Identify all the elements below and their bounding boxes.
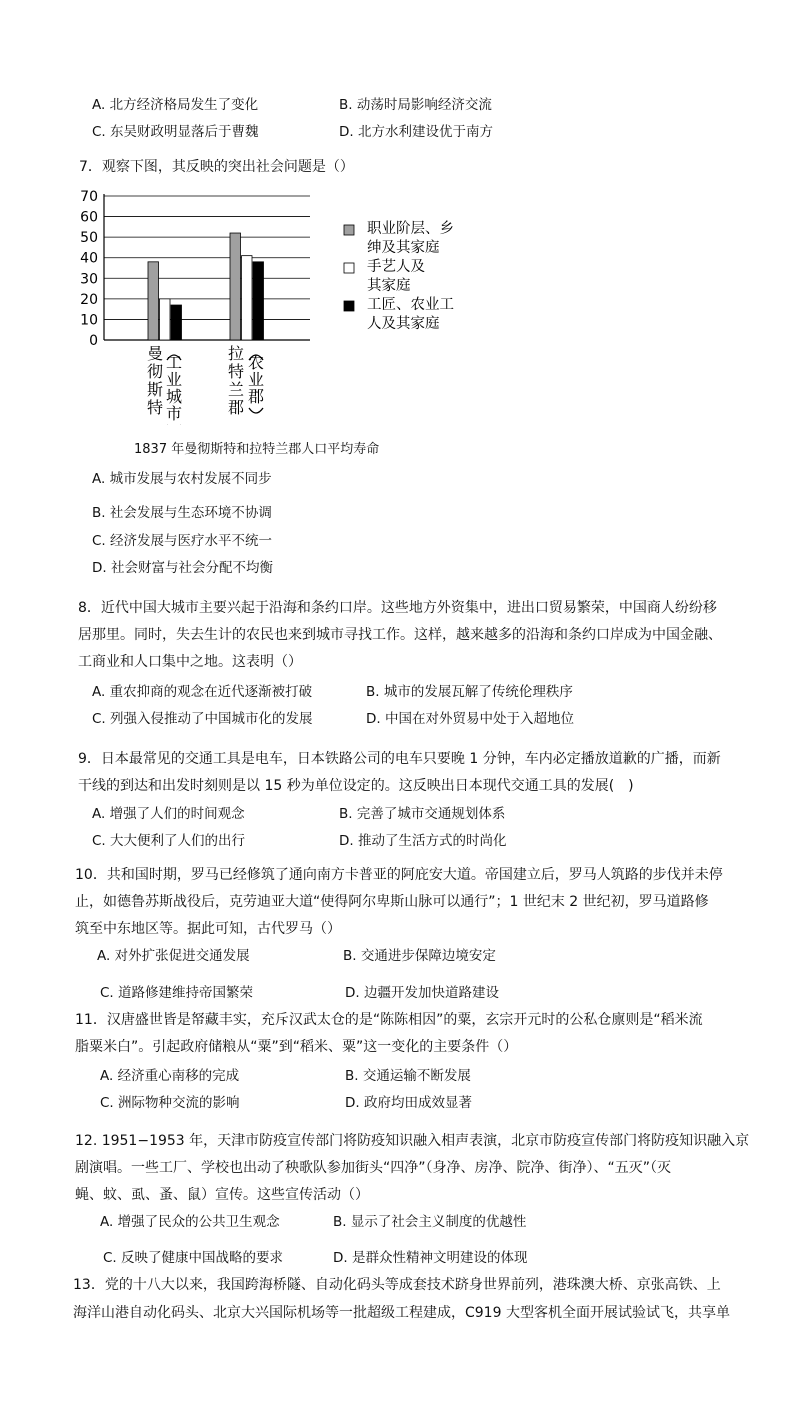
q10-option-a: A. 对外扩张促进交通发展 (97, 948, 250, 964)
bar (253, 262, 264, 340)
q7-option-d: D. 社会财富与社会分配不均衡 (92, 560, 273, 576)
q10-option-d: D. 边疆开发加快道路建设 (345, 985, 499, 1001)
q12-option-d: D. 是群众性精神文明建设的体现 (333, 1250, 528, 1266)
q12-option-a: A. 增强了民众的公共卫生观念 (100, 1214, 280, 1230)
q12-option-b: B. 显示了社会主义制度的优越性 (333, 1214, 527, 1230)
q11-option-a: A. 经济重心南移的完成 (100, 1068, 240, 1084)
legend-label: 其家庭 (367, 278, 411, 294)
q8-stem-line-3: 工商业和人口集中之地。这表明（） (78, 654, 302, 670)
q8-option-d: D. 中国在对外贸易中处于入超地位 (366, 711, 574, 727)
category-label-industrial-city: 业 (165, 370, 183, 389)
y-tick-label: 10 (80, 312, 98, 329)
category-label-agricultural-county: 郡 (247, 387, 265, 406)
legend-label: 绅及其家庭 (367, 240, 440, 256)
q9-option-c: C. 大大便利了人们的出行 (92, 833, 246, 849)
category-label-manchester: 彻 (146, 362, 164, 381)
y-tick-label: 60 (80, 209, 98, 226)
q8-stem-line-1: 8．近代中国大城市主要兴起于沿海和条约口岸。这些地方外资集中，进出口贸易繁荣，中国商人纷纷移 (78, 600, 717, 616)
category-label-manchester: 曼 (146, 344, 164, 363)
q6-option-a: A. 北方经济格局发生了变化 (92, 97, 259, 113)
legend-swatch (344, 263, 354, 273)
q9-option-b: B. 完善了城市交通规划体系 (339, 806, 506, 822)
y-tick-label: 30 (80, 271, 98, 288)
category-label-industrial-city: 市 (165, 404, 183, 423)
q9-option-a: A. 增强了人们的时间观念 (92, 806, 245, 822)
q6-option-b: B. 动荡时局影响经济交流 (339, 97, 492, 113)
q10-stem-line-1: 10．共和国时期，罗马已经修筑了通向南方卡普亚的阿庇安大道。帝国建立后，罗马人筑路的步伐并未停 (75, 867, 723, 883)
legend-label: 人及其家庭 (367, 316, 440, 332)
y-tick-label: 50 (80, 230, 98, 247)
q7-option-a: A. 城市发展与农村发展不同步 (92, 471, 272, 487)
q13-stem-line-1: 13．党的十八大以来，我国跨海桥隧、自动化码头等成套技术跻身世界前列，港珠澳大桥、京张高铁、上 (73, 1277, 721, 1293)
q7-option-b: B. 社会发展与生态环境不协调 (92, 505, 272, 521)
q7-stem: 7．观察下图，其反映的突出社会问题是（） (79, 159, 354, 175)
q12-stem-line-3: 蝇、蚊、虱、蚤、鼠）宣传。这些宣传活动（） (75, 1187, 369, 1203)
category-label-agricultural-county-close-paren (249, 408, 263, 413)
category-label-agricultural-county: 农 (247, 353, 265, 372)
q6-option-d: D. 北方水利建设优于南方 (339, 124, 493, 140)
y-tick-label: 0 (89, 333, 98, 349)
q8-option-b: B. 城市的发展瓦解了传统伦理秩序 (366, 684, 573, 700)
legend-label: 职业阶层、乡 (367, 221, 454, 237)
y-tick-label: 40 (80, 250, 98, 267)
q12-option-c: C. 反映了健康中国战略的要求 (103, 1250, 284, 1266)
q10-stem-line-2: 止，如德鲁苏斯战役后，克劳迪亚大道“使得阿尔卑斯山脉可以通行”；1 世纪末 2 世纪初，罗马道路修 (75, 894, 709, 910)
category-label-rutland: 拉 (227, 344, 245, 363)
life-expectancy-bar-chart (60, 185, 480, 425)
q9-stem-line-1: 9．日本最常见的交通工具是电车，日本铁路公司的电车只要晚 1 分钟，车内必定播放道歉的广播，而新 (78, 751, 721, 767)
q12-stem-line-2: 剧演唱。一些工厂、学校也出动了秧歌队参加街头“四净”（身净、房净、院净、街净）、“五灭”（灭 (75, 1160, 672, 1176)
q11-option-d: D. 政府均田成效显著 (345, 1095, 472, 1111)
category-label-manchester: 特 (146, 398, 164, 417)
q9-option-d: D. 推动了生活方式的时尚化 (339, 833, 507, 849)
category-label-manchester: 斯 (146, 380, 164, 399)
q11-stem-line-2: 脂粟米白”。引起政府储粮从“粟”到“稻米、粟”这一变化的主要条件（） (75, 1039, 518, 1055)
q6-option-c: C. 东吴财政明显落后于曹魏 (92, 124, 259, 140)
bar (171, 305, 182, 340)
category-label-agricultural-county: 业 (247, 370, 265, 389)
q11-stem-line-1: 11．汉唐盛世皆是帑藏丰实，充斥汉武太仓的是“陈陈相因”的粟，玄宗开元时的公私仓廪则是“稻米流 (75, 1012, 703, 1028)
q11-option-b: B. 交通运输不断发展 (345, 1068, 471, 1084)
legend-swatch (344, 301, 354, 311)
legend-swatch (344, 225, 354, 235)
y-tick-label: 20 (80, 291, 98, 308)
q7-option-c: C. 经济发展与医疗水平不统一 (92, 533, 273, 549)
q8-option-a: A. 重农抑商的观念在近代逐渐被打破 (92, 684, 313, 700)
legend-label: 工匠、农业工 (367, 297, 454, 313)
q8-option-c: C. 列强入侵推动了中国城市化的发展 (92, 711, 313, 727)
bar (230, 233, 241, 340)
legend-label: 手艺人及 (367, 259, 425, 275)
bar (160, 299, 171, 340)
category-label-rutland: 兰 (227, 380, 245, 399)
bar (242, 256, 253, 340)
chart-caption: 1837 年曼彻斯特和拉特兰郡人口平均寿命 (134, 442, 380, 457)
q9-stem-line-2: 干线的到达和出发时刻则是以 15 秒为单位设定的。这反映出日本现代交通工具的发展( ) (78, 778, 634, 794)
q10-option-b: B. 交通进步保障边境安定 (343, 948, 496, 964)
q13-stem-line-2: 海洋山港自动化码头、北京大兴国际机场等一批超级工程建成，C919 大型客机全面开展试验试飞，共享单 (73, 1305, 730, 1321)
bar (148, 262, 159, 340)
q10-stem-line-3: 筑至中东地区等。据此可知，古代罗马（） (75, 921, 341, 937)
y-tick-label: 70 (80, 189, 98, 205)
q11-option-c: C. 洲际物种交流的影响 (100, 1095, 240, 1111)
q8-stem-line-2: 居那里。同时，失去生计的农民也来到城市寻找工作。这样，越来越多的沿海和条约口岸成为中国金融、 (78, 627, 722, 643)
category-label-industrial-city: 城 (165, 387, 183, 406)
category-label-rutland: 郡 (227, 398, 245, 417)
category-label-industrial-city: 工 (165, 353, 183, 372)
q12-stem-line-1: 12. 1951−1953 年，天津市防疫宣传部门将防疫知识融入相声表演，北京市防疫宣传部门将防疫知识融入京 (75, 1133, 750, 1149)
category-label-rutland: 特 (227, 362, 245, 381)
q10-option-c: C. 道路修建维持帝国繁荣 (100, 985, 254, 1001)
